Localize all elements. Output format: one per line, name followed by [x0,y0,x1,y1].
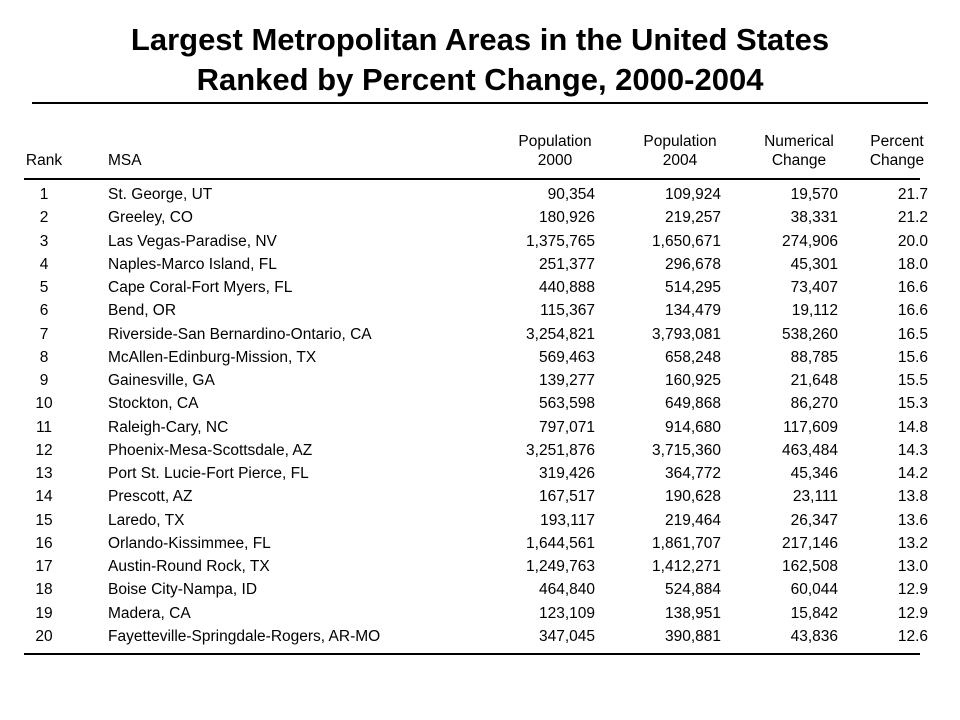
cell-pop2000: 139,277 [538,372,595,389]
cell-percent-change: 12.9 [897,604,928,622]
header-numerical-line2: Change [771,152,827,169]
cell-percent-change: 13.0 [897,558,928,575]
cell-pop2004: 364,772 [664,465,721,482]
cell-msa: Las Vegas-Paradise, NV [108,232,277,250]
cell-numerical-change: 43,836 [790,627,838,645]
cell-msa: Prescott, AZ [108,488,193,506]
cell-msa: Boise City-Nampa, ID [108,581,258,599]
cell-msa: Fayetteville-Springdale-Rogers, AR-MO [108,627,381,645]
cell-percent-change: 16.6 [897,279,928,296]
cell-numerical-change: 117,609 [783,418,838,436]
cell-pop2004: 219,464 [664,511,721,529]
cell-numerical-change: 463,484 [781,441,838,459]
cell-numerical-change: 45,301 [790,255,838,273]
header-percent-line2: Change [869,152,925,169]
cell-msa: Riverside-San Bernardino-Ontario, CA [108,325,372,343]
header-rank: Rank [25,152,63,169]
cell-rank: 10 [35,395,53,413]
cell-rank: 2 [39,209,49,227]
cell-msa: Laredo, TX [108,511,185,529]
cell-rank: 8 [39,348,49,366]
cell-percent-change: 13.8 [897,488,928,506]
cell-numerical-change: 26,347 [790,511,838,529]
cell-msa: Greeley, CO [108,209,193,227]
title-line-2: Ranked by Percent Change, 2000-2004 [196,62,764,97]
cell-msa: St. George, UT [108,186,213,203]
cell-msa: Madera, CA [108,604,191,622]
cell-pop2004: 1,861,707 [652,534,721,552]
cell-rank: 15 [35,511,53,529]
cell-numerical-change: 19,112 [791,302,838,320]
cell-numerical-change: 15,842 [790,604,838,622]
cell-numerical-change: 60,044 [790,581,838,599]
cell-rank: 20 [35,627,53,645]
cell-rank: 1 [39,186,49,203]
cell-msa: McAllen-Edinburg-Mission, TX [108,348,317,366]
cell-pop2004: 3,793,081 [652,325,721,343]
header-numerical-line1: Numerical [764,133,834,150]
cell-pop2004: 109,924 [664,186,721,203]
cell-rank: 16 [35,534,53,552]
cell-pop2000: 563,598 [538,395,595,413]
cell-numerical-change: 162,508 [781,558,838,575]
cell-pop2000: 180,926 [538,209,595,227]
cell-pop2004: 649,868 [664,395,721,413]
table-bottom-divider [24,653,920,655]
cell-numerical-change: 88,785 [790,348,838,366]
cell-pop2004: 219,257 [664,209,721,227]
header-pop2000-line2: 2000 [537,152,573,169]
cell-numerical-change: 23,111 [792,488,838,506]
cell-msa: Cape Coral-Fort Myers, FL [108,279,293,296]
cell-numerical-change: 538,260 [781,325,838,343]
cell-percent-change: 21.7 [897,186,928,203]
header-pop2000-line1: Population [518,133,592,150]
cell-pop2000: 347,045 [538,627,595,645]
cell-rank: 13 [35,465,53,482]
cell-pop2000: 3,251,876 [526,441,595,459]
cell-percent-change: 20.0 [897,232,928,250]
cell-pop2004: 514,295 [664,279,721,296]
cell-rank: 17 [35,558,53,575]
cell-percent-change: 14.8 [897,418,928,436]
cell-msa: Gainesville, GA [108,372,215,389]
cell-pop2000: 193,117 [540,511,595,529]
cell-pop2000: 1,644,561 [526,534,595,552]
cell-pop2000: 1,375,765 [526,232,595,250]
cell-rank: 4 [39,255,49,273]
cell-pop2004: 390,881 [664,627,721,645]
cell-percent-change: 15.3 [897,395,928,413]
cell-pop2004: 1,412,271 [652,558,721,575]
cell-pop2004: 160,925 [664,372,721,389]
cell-rank: 18 [35,581,53,599]
cell-pop2000: 3,254,821 [526,325,595,343]
cell-pop2004: 296,678 [664,255,721,273]
cell-msa: Phoenix-Mesa-Scottsdale, AZ [108,441,313,459]
cell-rank: 6 [39,302,49,320]
cell-percent-change: 16.5 [897,325,928,343]
cell-pop2000: 569,463 [538,348,595,366]
cell-pop2000: 115,367 [540,302,595,320]
cell-rank: 7 [39,325,49,343]
cell-msa: Raleigh-Cary, NC [108,418,229,436]
cell-numerical-change: 217,146 [781,534,838,552]
cell-percent-change: 15.6 [897,348,928,366]
cell-pop2004: 658,248 [664,348,721,366]
cell-numerical-change: 19,570 [790,186,838,203]
cell-percent-change: 12.6 [897,627,928,645]
cell-rank: 9 [39,372,49,389]
cell-numerical-change: 274,906 [781,232,838,250]
cell-percent-change: 21.2 [897,209,928,227]
header-percent-line1: Percent [870,133,924,150]
cell-percent-change: 14.2 [897,465,928,482]
cell-pop2000: 251,377 [538,255,595,273]
cell-percent-change: 13.6 [897,511,928,529]
cell-pop2000: 464,840 [538,581,595,599]
cell-rank: 12 [35,441,53,459]
cell-pop2000: 797,071 [538,418,595,436]
cell-pop2000: 123,109 [538,604,595,622]
title-line-1: Largest Metropolitan Areas in the United States [130,22,830,57]
cell-numerical-change: 38,331 [790,209,838,227]
cell-pop2004: 914,680 [664,418,721,436]
cell-pop2000: 440,888 [538,279,595,296]
cell-msa: Orlando-Kissimmee, FL [108,534,271,552]
cell-rank: 19 [35,604,53,622]
cell-percent-change: 14.3 [897,441,928,459]
cell-percent-change: 15.5 [897,372,928,389]
cell-percent-change: 13.2 [897,534,928,552]
cell-pop2000: 319,426 [538,465,595,482]
cell-pop2004: 1,650,671 [652,232,721,250]
cell-pop2000: 167,517 [538,488,595,506]
cell-msa: Austin-Round Rock, TX [108,558,270,575]
cell-pop2004: 138,951 [664,604,721,622]
cell-pop2004: 524,884 [664,581,721,599]
cell-pop2000: 1,249,763 [526,558,595,575]
header-msa: MSA [108,152,142,169]
cell-pop2004: 134,479 [664,302,721,320]
cell-msa: Stockton, CA [108,395,199,413]
header-divider [24,178,920,180]
header-pop2004-line2: 2004 [662,152,698,169]
cell-numerical-change: 86,270 [790,395,838,413]
cell-numerical-change: 21,648 [790,372,838,389]
cell-percent-change: 18.0 [897,255,928,273]
cell-numerical-change: 45,346 [790,465,838,482]
cell-rank: 3 [39,232,49,250]
cell-pop2004: 190,628 [664,488,721,506]
cell-percent-change: 12.9 [897,581,928,599]
cell-msa: Port St. Lucie-Fort Pierce, FL [108,465,309,482]
cell-numerical-change: 73,407 [790,279,838,296]
cell-rank: 14 [35,488,53,506]
cell-msa: Bend, OR [108,302,177,320]
header-pop2004-line1: Population [643,133,717,150]
cell-pop2004: 3,715,360 [652,441,721,459]
cell-msa: Naples-Marco Island, FL [108,255,277,273]
cell-rank: 11 [35,418,53,436]
cell-pop2000: 90,354 [547,186,595,203]
cell-percent-change: 16.6 [897,302,928,320]
cell-rank: 5 [39,279,49,296]
